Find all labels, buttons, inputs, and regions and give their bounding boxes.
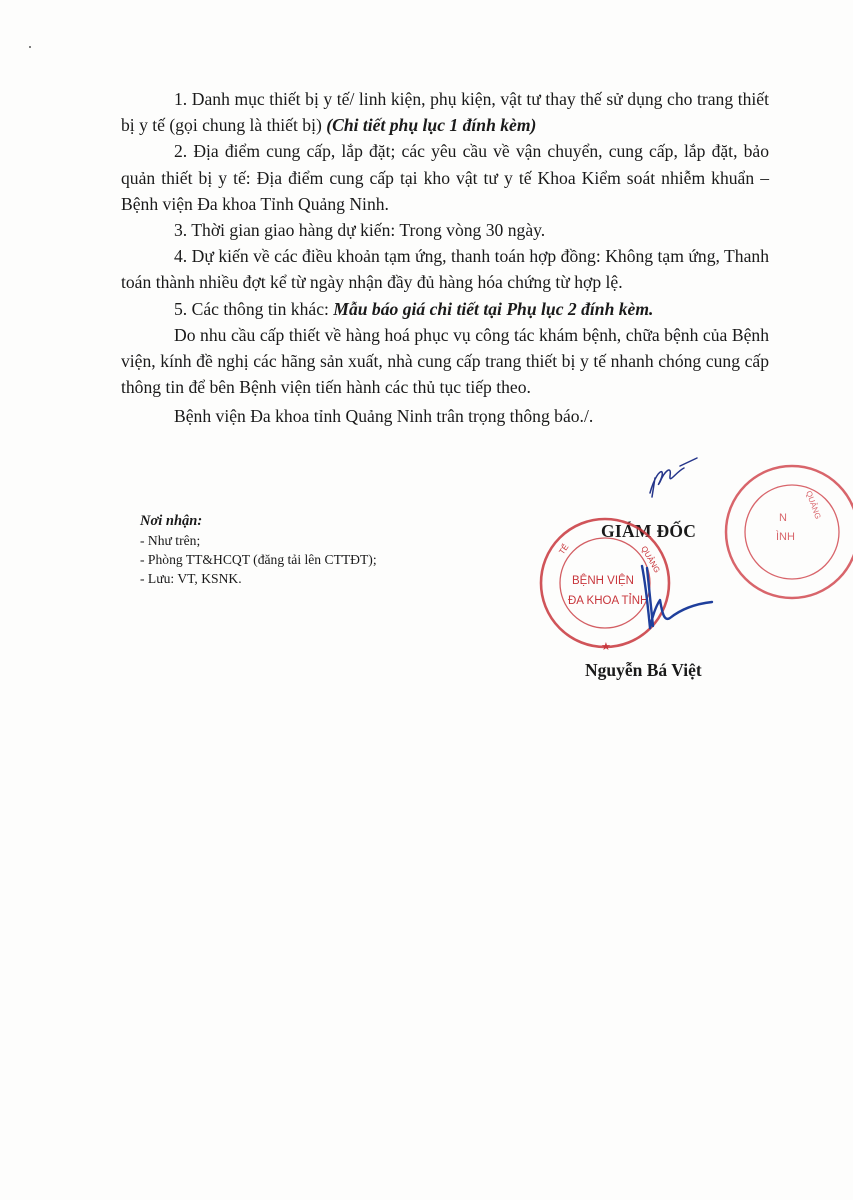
recipient-item: - Lưu: VT, KSNK. — [140, 571, 242, 586]
initials-icon — [650, 458, 697, 497]
svg-text:ÌNH: ÌNH — [776, 531, 795, 543]
seal-text-line-2: ĐA KHOA TỈNH — [568, 595, 649, 607]
recipient-item: - Như trên; — [140, 533, 201, 548]
signer-title: GIÁM ĐỐC — [601, 521, 697, 541]
signer-name: Nguyễn Bá Việt — [585, 660, 702, 680]
item-1-emphasis: (Chi tiết phụ lục 1 đính kèm) — [326, 115, 537, 136]
item-5-text: 5. Các thông tin khác: — [174, 298, 334, 319]
svg-text:★: ★ — [601, 641, 611, 653]
svg-text:QUẢNG: QUẢNG — [804, 489, 823, 521]
svg-text:TẾ: TẾ — [557, 542, 571, 557]
partial-stamp-icon — [726, 466, 853, 598]
handwritten-signature-icon — [642, 566, 712, 628]
item-5-emphasis: Mẫu báo giá chi tiết tại Phụ lục 2 đính kèm. — [333, 298, 654, 319]
seal-text-line-1: BỆNH VIỆN — [572, 575, 634, 587]
item-2: 2. Địa điểm cung cấp, lắp đặt; các yêu cầu về vận chuyển, cung cấp, lắp đặt, bảo quản thiết bị y tế: Địa điểm cung cấp tại kho vật tư y tế Khoa Kiểm soát nhiễm khuẩn – Bệnh viện Đa khoa Tỉnh Quảng Ninh. — [121, 141, 769, 214]
closing-line: Bệnh viện Đa khoa tỉnh Quảng Ninh trân trọng thông báo./. — [174, 406, 594, 427]
recipients-heading: Nơi nhận: — [140, 513, 203, 529]
svg-text:N: N — [779, 512, 787, 524]
svg-text:QUẢNG: QUẢNG — [639, 544, 662, 575]
request-paragraph: Do nhu cầu cấp thiết về hàng hoá phục vụ công tác khám bệnh, chữa bệnh của Bệnh viện, kính đề nghị các hãng sản xuất, nhà cung cấp trang thiết bị y tế nhanh chóng cung cấp thông tin để bên Bệnh viện tiến hành các thủ tục tiếp theo. — [121, 324, 769, 398]
item-1-text: 1. Danh mục thiết bị y tế/ linh kiện, phụ kiện, vật tư thay thế sử dụng cho trang thiết bị y tế (gọi chung là thiết bị) — [121, 89, 769, 136]
recipient-item: - Phòng TT&HCQT (đăng tải lên CTTĐT); — [140, 552, 377, 567]
item-4: 4. Dự kiến về các điều khoản tạm ứng, thanh toán hợp đồng: Không tạm ứng, Thanh toán thành nhiều đợt kể từ ngày nhận đầy đủ hàng hóa chứng từ hợp lệ. — [121, 246, 769, 293]
item-3: 3. Thời gian giao hàng dự kiến: Trong vòng 30 ngày. — [174, 220, 546, 241]
